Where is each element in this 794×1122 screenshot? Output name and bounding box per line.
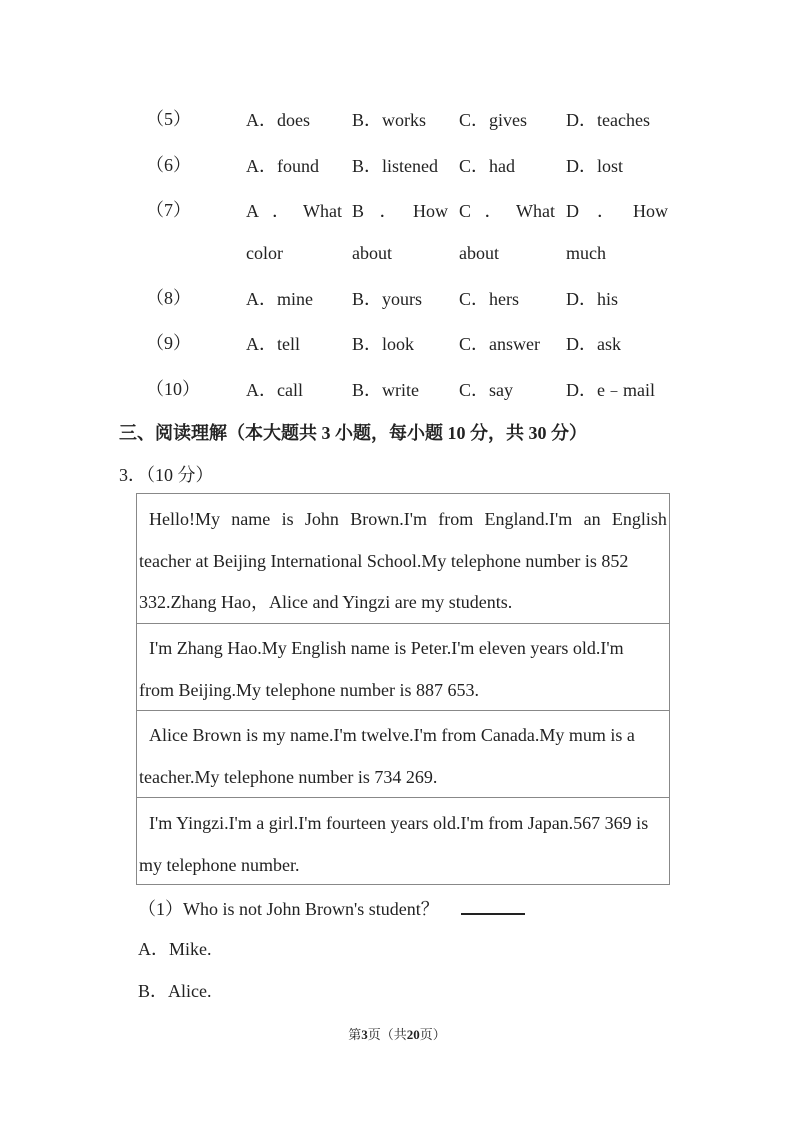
option-b: B．listened: [352, 156, 438, 176]
option-c: C．had: [459, 156, 515, 176]
option-c: C．say: [459, 380, 513, 400]
option-c: [459, 200, 555, 222]
footer-mid: 页（共: [367, 1027, 407, 1042]
option-word: How: [412, 201, 448, 221]
page-footer: [0, 1024, 794, 1046]
option-dot: ．: [597, 201, 615, 221]
passage-line: from Beijing.My telephone number is 887 653.: [139, 680, 479, 700]
option-dot: ．: [272, 201, 290, 221]
footer-prefix: 第: [348, 1027, 362, 1042]
option-letter: C: [459, 201, 472, 221]
option-b: [352, 200, 448, 222]
passage-word: Hello!My: [149, 509, 220, 529]
option-a: A．does: [246, 110, 310, 130]
answer-option-a: A．Mike.: [138, 939, 212, 959]
passage-word: John: [304, 509, 339, 529]
option-c: C．hers: [459, 289, 519, 309]
passage-table: [136, 493, 670, 885]
passage-1: [137, 494, 669, 624]
option-c: C．answer: [459, 334, 540, 354]
passage-line: I'm Zhang Hao.My English name is Peter.I'm eleven years old.I'm: [149, 638, 624, 658]
option-d: D．teaches: [566, 110, 650, 130]
option-c: C．gives: [459, 110, 528, 130]
footer-page-number: 3: [361, 1027, 368, 1042]
passage-line: my telephone number.: [139, 855, 300, 875]
option-word: What: [516, 201, 555, 221]
option-letter: B: [352, 201, 365, 221]
option-d: D．ask: [566, 334, 621, 354]
passage-4: [137, 798, 669, 884]
question-number: （9）: [146, 333, 191, 353]
option-a-continued: color: [246, 243, 283, 263]
footer-total-pages: 20: [406, 1027, 420, 1042]
question-number: （5）: [146, 109, 191, 129]
answer-option-b: B．Alice.: [138, 981, 212, 1001]
passage-line: I'm Yingzi.I'm a girl.I'm fourteen years old.I'm from Japan.567 369 is: [149, 813, 649, 833]
option-a: A．tell: [246, 334, 300, 354]
option-b: B．works: [352, 110, 427, 130]
option-d-continued: much: [566, 243, 606, 263]
option-b: B．look: [352, 334, 415, 354]
footer-suffix: 页）: [419, 1027, 446, 1042]
option-letter: D: [566, 201, 579, 221]
option-d: D．e﹣mail: [566, 380, 655, 400]
sub-question: [138, 897, 525, 920]
section-title: 三、阅读理解（本大题共 3 小题，每小题 10 分，共 30 分）: [119, 423, 587, 443]
passage-word: Brown.I'm: [350, 509, 427, 529]
question-number: （10）: [146, 379, 200, 399]
passage-word: England.I'm: [484, 509, 573, 529]
passage-word: an: [583, 509, 601, 529]
question-number: （7）: [146, 200, 191, 220]
question-number: （8）: [146, 288, 191, 308]
passage-word: from: [438, 509, 474, 529]
passage-line: teacher at Beijing International School.My telephone number is 852: [139, 551, 629, 571]
passage-2: [137, 624, 669, 711]
passage-line: [139, 508, 667, 530]
passage-word: English: [611, 509, 667, 529]
option-d: [566, 200, 668, 222]
passage-line: 332.Zhang Hao，Alice and Yingzi are my students.: [139, 592, 513, 612]
question-header: 3．（10 分）: [119, 465, 214, 485]
passage-line: Alice Brown is my name.I'm twelve.I'm from Canada.My mum is a: [149, 725, 635, 745]
option-a: A．mine: [246, 289, 313, 309]
passage-word: name: [231, 509, 271, 529]
option-letter: A: [246, 201, 259, 221]
question-number: （6）: [146, 155, 191, 175]
option-dot: ．: [484, 201, 503, 221]
sub-question-text: （1）Who is not John Brown's student？: [138, 899, 439, 919]
option-b: B．write: [352, 380, 419, 400]
option-c-continued: about: [459, 243, 499, 263]
passage-word: is: [281, 509, 294, 529]
option-word: How: [633, 201, 668, 221]
option-b: B．yours: [352, 289, 423, 309]
option-a: A．call: [246, 380, 303, 400]
option-a: [246, 200, 342, 222]
option-a: A．found: [246, 156, 319, 176]
passage-line: teacher.My telephone number is 734 269.: [139, 767, 438, 787]
option-d: D．his: [566, 289, 619, 309]
answer-blank[interactable]: [461, 897, 525, 915]
option-word: What: [303, 201, 342, 221]
passage-3: [137, 711, 669, 798]
option-b-continued: about: [352, 243, 392, 263]
option-dot: ．: [379, 201, 398, 221]
option-d: D．lost: [566, 156, 624, 176]
